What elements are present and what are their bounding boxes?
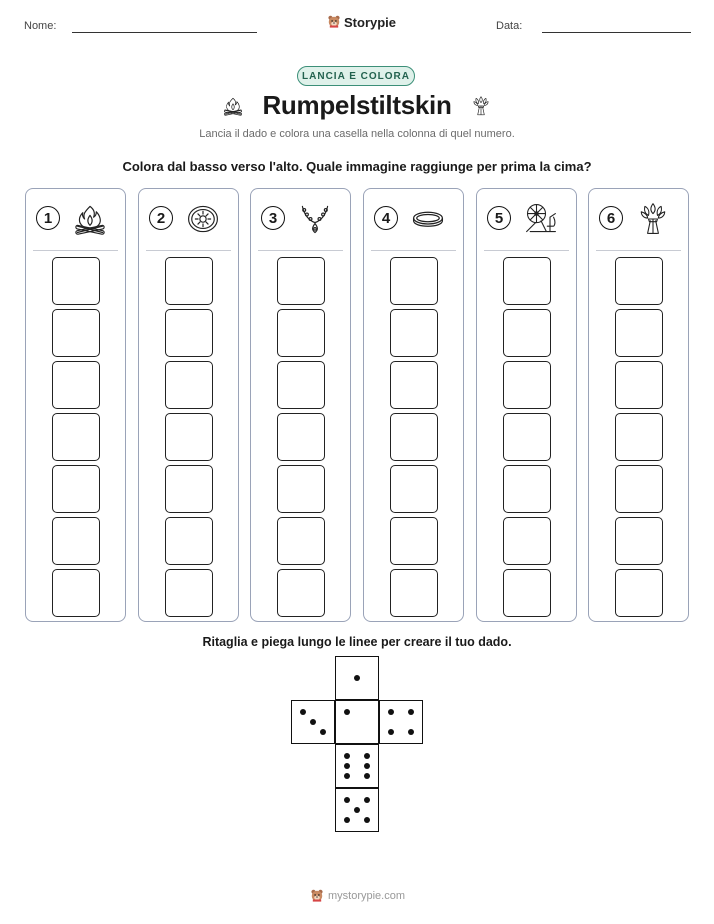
color-cell[interactable] — [52, 569, 100, 617]
cut-instructions: Ritaglia e piega lungo le linee per creare il tuo dado. — [202, 635, 512, 649]
color-cell[interactable] — [615, 257, 663, 305]
ring-icon — [408, 201, 448, 237]
divider — [146, 250, 231, 251]
activity-badge: LANCIA E COLORA — [297, 66, 415, 86]
color-cell[interactable] — [615, 309, 663, 357]
color-cell[interactable] — [503, 569, 551, 617]
coin-icon — [183, 201, 223, 237]
color-cell[interactable] — [52, 517, 100, 565]
footer-url: mystorypie.com — [328, 890, 406, 902]
column-6 — [588, 188, 689, 622]
divider — [484, 250, 569, 251]
color-cell[interactable] — [277, 361, 325, 409]
color-cell[interactable] — [165, 465, 213, 513]
spinning-wheel-icon — [521, 201, 561, 237]
die-face-1 — [335, 656, 379, 700]
storypie-logo — [327, 13, 396, 31]
pip — [344, 763, 350, 769]
column-1 — [25, 188, 126, 622]
color-cell[interactable] — [615, 517, 663, 565]
column-number: 6 — [599, 206, 623, 230]
divider — [596, 250, 681, 251]
die-face-5 — [335, 788, 379, 832]
color-cell[interactable] — [390, 569, 438, 617]
column-3 — [250, 188, 351, 622]
color-cell[interactable] — [52, 257, 100, 305]
column-4 — [363, 188, 464, 622]
color-cell[interactable] — [165, 569, 213, 617]
pip — [310, 719, 316, 725]
name-label: Nome: — [24, 20, 57, 32]
color-cell[interactable] — [390, 465, 438, 513]
color-cell[interactable] — [277, 413, 325, 461]
die-face-3 — [291, 700, 335, 744]
color-cell[interactable] — [503, 517, 551, 565]
color-cell[interactable] — [390, 257, 438, 305]
color-cell[interactable] — [277, 309, 325, 357]
color-cell[interactable] — [52, 361, 100, 409]
name-input-line[interactable] — [72, 32, 257, 33]
subtitle: Lancia il dado e colora una casella nella colonna di quel numero. — [199, 128, 515, 140]
color-cell[interactable] — [615, 569, 663, 617]
wheat-icon — [470, 92, 492, 120]
pip — [300, 709, 306, 715]
color-cell[interactable] — [277, 569, 325, 617]
date-label: Data: — [496, 20, 523, 32]
bear-logo-icon — [327, 13, 341, 31]
divider — [371, 250, 456, 251]
pip — [354, 807, 360, 813]
pip — [388, 729, 394, 735]
column-number: 3 — [261, 206, 285, 230]
color-cell[interactable] — [503, 309, 551, 357]
color-cell[interactable] — [165, 517, 213, 565]
color-cell[interactable] — [277, 465, 325, 513]
page-title: Rumpelstiltskin — [262, 90, 452, 120]
footer — [310, 888, 405, 904]
pip — [344, 817, 350, 823]
die-face-4 — [379, 700, 423, 744]
pip — [364, 773, 370, 779]
pip — [344, 753, 350, 759]
color-cell[interactable] — [503, 413, 551, 461]
color-cell[interactable] — [503, 257, 551, 305]
divider — [33, 250, 118, 251]
die-face-6 — [335, 744, 379, 788]
color-cell[interactable] — [615, 361, 663, 409]
necklace-icon — [295, 201, 335, 237]
column-2 — [138, 188, 239, 622]
color-cell[interactable] — [277, 517, 325, 565]
pip — [364, 817, 370, 823]
die-face-1-center — [335, 700, 379, 744]
pip — [344, 797, 350, 803]
color-cell[interactable] — [52, 465, 100, 513]
pip — [408, 729, 414, 735]
color-cell[interactable] — [165, 257, 213, 305]
column-number: 2 — [149, 206, 173, 230]
color-cell[interactable] — [165, 361, 213, 409]
column-number: 5 — [487, 206, 511, 230]
color-cell[interactable] — [615, 465, 663, 513]
pip — [320, 729, 326, 735]
pip — [364, 753, 370, 759]
pip — [344, 709, 350, 715]
column-number: 4 — [374, 206, 398, 230]
color-cell[interactable] — [615, 413, 663, 461]
instructions: Colora dal basso verso l'alto. Quale immagine raggiunge per prima la cima? — [122, 159, 592, 174]
pip — [388, 709, 394, 715]
color-cell[interactable] — [390, 361, 438, 409]
color-cell[interactable] — [390, 517, 438, 565]
color-cell[interactable] — [52, 413, 100, 461]
color-cell[interactable] — [503, 465, 551, 513]
column-5 — [476, 188, 577, 622]
column-number: 1 — [36, 206, 60, 230]
color-cell[interactable] — [503, 361, 551, 409]
wheat-icon — [633, 201, 673, 237]
color-cell[interactable] — [277, 257, 325, 305]
divider — [258, 250, 343, 251]
color-cell[interactable] — [165, 413, 213, 461]
color-cell[interactable] — [165, 309, 213, 357]
pip — [354, 675, 360, 681]
date-input-line[interactable] — [542, 32, 691, 33]
color-cell[interactable] — [390, 309, 438, 357]
pip — [364, 797, 370, 803]
pip — [364, 763, 370, 769]
logo-text: Storypie — [344, 14, 397, 30]
pip — [344, 773, 350, 779]
bear-logo-icon — [310, 888, 324, 904]
campfire-icon — [70, 201, 110, 237]
color-cell[interactable] — [390, 413, 438, 461]
pip — [408, 709, 414, 715]
color-cell[interactable] — [52, 309, 100, 357]
